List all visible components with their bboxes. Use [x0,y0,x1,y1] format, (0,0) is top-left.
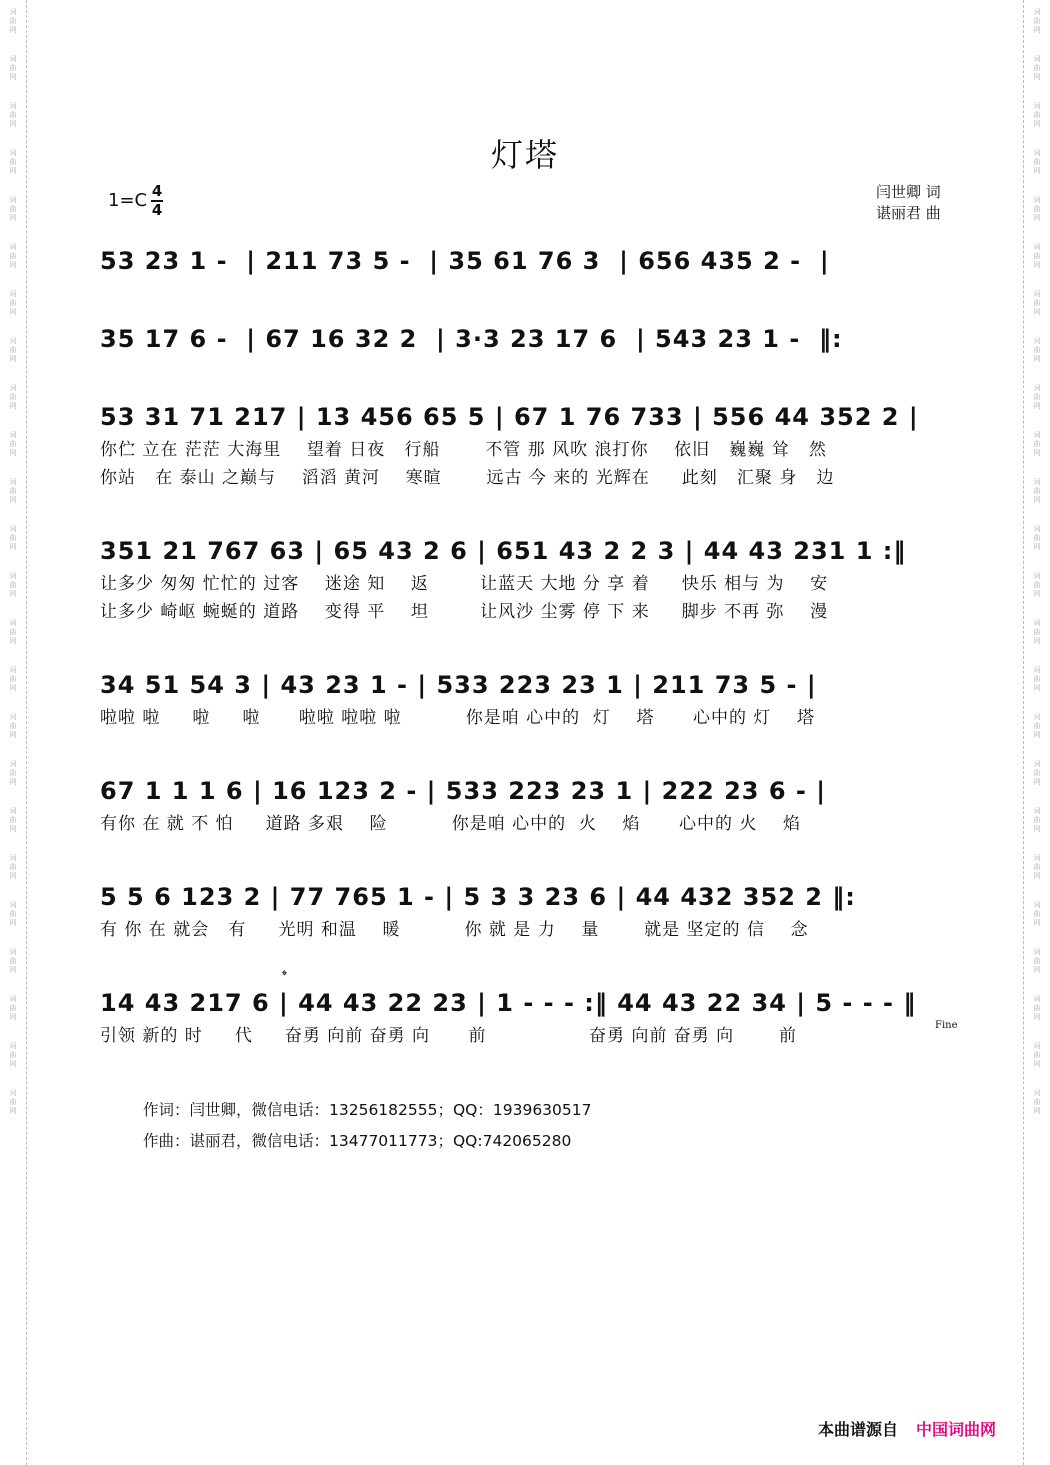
watermark-text: 词曲网 [1033,243,1041,269]
time-signature [151,183,163,219]
lyric-line: 让多少 崎岖 蜿蜒的 道路 变得 平 坦 让风沙 尘雾 停 下 来 脚步 不再 弥 漫 [100,602,829,622]
left-watermark-strip [0,0,27,1465]
score-system [100,320,960,358]
watermark-text: 词曲网 [1033,572,1041,598]
notes-line: 35 17 6 - | 67 16 32 2 | 3·3 23 17 6 | 543 23 1 - ‖: [100,325,843,353]
watermark-text: 词曲网 [1033,807,1041,833]
watermark-text: 词曲网 [9,995,17,1021]
score-system [100,532,960,626]
key-signature [108,183,163,219]
watermark-text: 词曲网 [1033,478,1041,504]
song-title: 灯塔 [490,136,559,174]
watermark-text: 词曲网 [1033,149,1041,175]
watermark-text: 词曲网 [1033,102,1041,128]
score-system [100,398,960,492]
watermark-text: 词曲网 [9,525,17,551]
watermark-text: 词曲网 [1033,619,1041,645]
watermark-text: 词曲网 [1033,431,1041,457]
time-signature-top: 4 [151,182,163,200]
lyricist-contact: 作词：闫世卿，微信电话：13256182555；QQ：1939630517 [143,1101,592,1119]
score-system [100,772,960,838]
watermark-text: 词曲网 [1033,760,1041,786]
watermark-text: 词曲网 [1033,290,1041,316]
notes-line: 67 1 1 1 6 | 16 123 2 - | 533 223 23 1 | 222 23 6 - | [100,777,826,805]
notes-line: 14 43 217 6 | 44 43 22 23 | 1 - - - :‖ 44 43 22 34 | 5 - - - ‖ [100,989,917,1017]
watermark-text: 词曲网 [1033,995,1041,1021]
watermark-text: 词曲网 [9,948,17,974]
score-system [100,666,960,732]
score-system [100,984,960,1050]
watermark-text: 词曲网 [1033,854,1041,880]
footer-source [818,1417,996,1440]
watermark-text: 词曲网 [1033,525,1041,551]
watermark-text: 词曲网 [1033,948,1041,974]
watermark-text: 词曲网 [9,149,17,175]
site-name[interactable]: 中国词曲网 [916,1420,997,1439]
lyric-line: 你伫 立在 茫茫 大海里 望着 日夜 行船 不管 那 风吹 浪打你 依旧 巍巍 耸 然 [100,440,827,460]
watermark-text: 词曲网 [9,55,17,81]
lyric-line: 有 你 在 就会 有 光明 和温 暖 你 就 是 力 量 就是 坚定的 信 念 [100,920,809,940]
watermark-text: 词曲网 [1033,666,1041,692]
time-signature-bottom: 4 [151,200,163,219]
lyric-line: 引领 新的 时 代 奋勇 向前 奋勇 向 前 奋勇 向前 奋勇 向 前 [100,1026,797,1046]
score-system [100,878,960,944]
notes-line: 53 31 71 217 | 13 456 65 5 | 67 1 76 733 | 556 44 352 2 | [100,403,919,431]
lyricist-credit: 闫世卿 词 [876,183,941,201]
watermark-text: 词曲网 [9,619,17,645]
watermark-text: 词曲网 [9,431,17,457]
watermark-text: 词曲网 [9,666,17,692]
coda-icon: 𝄌 [282,968,287,984]
watermark-text: 词曲网 [1033,1089,1041,1115]
watermark-text: 词曲网 [9,807,17,833]
watermark-text: 词曲网 [9,713,17,739]
score-system [100,242,960,280]
watermark-text: 词曲网 [9,290,17,316]
lyric-line: 让多少 匆匆 忙忙的 过客 迷途 知 返 让蓝天 大地 分 享 着 快乐 相与 为 安 [100,574,829,594]
watermark-text: 词曲网 [9,8,17,34]
watermark-text: 词曲网 [9,572,17,598]
watermark-text: 词曲网 [9,478,17,504]
watermark-text: 词曲网 [9,760,17,786]
watermark-text: 词曲网 [1033,55,1041,81]
watermark-text: 词曲网 [1033,196,1041,222]
watermark-text: 词曲网 [9,102,17,128]
key-label: 1=C [108,190,148,212]
watermark-text: 词曲网 [9,854,17,880]
lyric-line: 啦啦 啦 啦 啦 啦啦 啦啦 啦 你是咱 心中的 灯 塔 心中的 灯 塔 [100,708,815,728]
watermark-text: 词曲网 [9,337,17,363]
watermark-text: 词曲网 [9,1089,17,1115]
lyric-line: 有你 在 就 不 怕 道路 多艰 险 你是咱 心中的 火 焰 心中的 火 焰 [100,814,801,834]
watermark-text: 词曲网 [1033,1042,1041,1068]
watermark-text: 词曲网 [1033,901,1041,927]
watermark-text: 词曲网 [1033,713,1041,739]
composer-contact: 作曲：谌丽君，微信电话：13477011773；QQ:742065280 [143,1132,572,1150]
watermark-text: 词曲网 [1033,384,1041,410]
watermark-text: 词曲网 [1033,337,1041,363]
watermark-text: 词曲网 [9,901,17,927]
notes-line: 5 5 6 123 2 | 77 765 1 - | 5 3 3 23 6 | 44 432 352 2 ‖: [100,883,856,911]
composer-credit: 谌丽君 曲 [876,204,941,222]
watermark-text: 词曲网 [1033,8,1041,34]
watermark-text: 词曲网 [9,196,17,222]
notes-line: 34 51 54 3 | 43 23 1 - | 533 223 23 1 | 211 73 5 - | [100,671,817,699]
right-watermark-strip [1023,0,1050,1465]
lyric-line: 你站 在 泰山 之巅与 滔滔 黄河 寒暄 远古 今 来的 光辉在 此刻 汇聚 身 边 [100,468,835,488]
notes-line: 53 23 1 - | 211 73 5 - | 35 61 76 3 | 656 435 2 - | [100,247,830,275]
watermark-text: 词曲网 [9,384,17,410]
credits [876,182,941,224]
notes-line: 351 21 767 63 | 65 43 2 6 | 651 43 2 2 3 | 44 43 231 1 :‖ [100,537,907,565]
watermark-text: 词曲网 [9,243,17,269]
fine-mark: Fine [935,1020,958,1031]
watermark-text: 词曲网 [9,1042,17,1068]
source-label: 本曲谱源自 [818,1420,899,1439]
